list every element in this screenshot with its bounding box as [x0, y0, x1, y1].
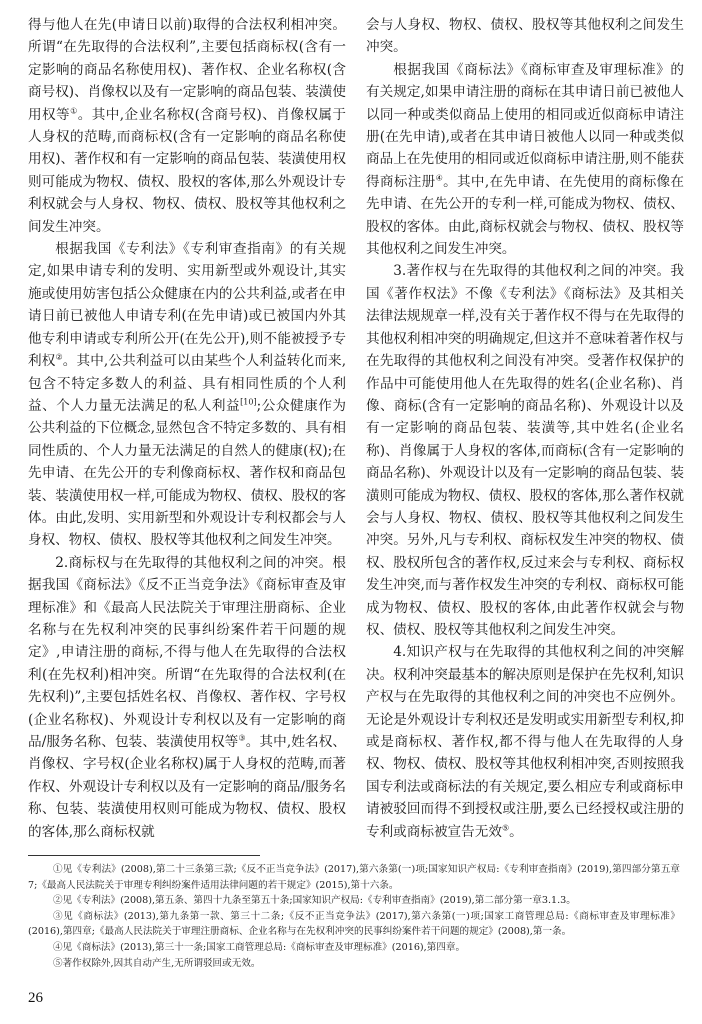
footnote-divider	[28, 855, 260, 856]
paragraph: 得与他人在先(申请日以前)取得的合法权利相冲突。所谓“在先取得的合法权利”,主要包括商标权(含有一定影响的商品名称使用权)、著作权、企业名称权(含商号权)、肖像权以及有一定影响的商品包装、装潢使用权等①。其中,企业名称权(含商号权)、肖像权属于人身权的范畴,而商标权(含有一定影响的商品名称使用权)、著作权和有一定影响的商品包装、装潢使用权则可能成为物权、债权、股权的客体,那么外观设计专利权就会与人身权、物权、债权、股权等其他权利之间发生冲突。	[28, 17, 347, 235]
footnote-ref[interactable]: ②	[55, 352, 63, 362]
paragraph: 2.商标权与在先取得的其他权利之间的冲突。根据我国《商标法》《反不正当竞争法》《商标审查及审理标准》和《最高人民法院关于审理注册商标、企业名称与在先权利冲突的民事纠纷案件若干问题的规定》,申请注册的商标,不得与他人在先取得的合法权利(在先权利)相冲突。所谓“在先取得的合法权利(在先权利)”,主要包括姓名权、肖像权、著作权、字号权(企业名称权)、外观设计专利权以及有一定影响的商品/服务名称、包装、装潢使用权等③。其中,姓名权、肖像权、字号权(企业名称权)属于人身权的范畴,而著作权、外观设计专利权以及有一定影响的商品/服务名称、包装、装潢使用权则可能成为物权、债权、股权的客体,那么商标权就	[28, 554, 346, 840]
footnote: ①见《专利法》(2008),第二十三条第三款;《反不正当竞争法》(2017),第六条第(一)项;国家知识产权局:《专利审查指南》(2019),第四部分第五章7;《最高人民法院关于审理专利纠纷案件适用法律问题的若干规定》(2015),第十六条。	[28, 864, 680, 891]
right-column	[366, 14, 684, 843]
footnotes	[28, 862, 680, 971]
citation-ref[interactable]: [10]	[240, 397, 257, 407]
paragraph: 根据我国《商标法》《商标审查及审理标准》的有关规定,如果申请注册的商标在其申请日前已被他人以同一种或类似商品上使用的相同或近似商标申请注册(在先申请),或者在其申请日被他人以同一种或类似商品上在先使用的相同或近似商标申请注册,则不能获得商标注册④。其中,在先申请、在先使用的商标像在先申请、在先公开的专利一样,可能成为物权、债权、股权的客体。由此,商标权就会与物权、债权、股权等其他权利之间发生冲突。	[366, 61, 685, 258]
page-number: 26	[28, 990, 43, 1006]
paragraph: 根据我国《专利法》《专利审查指南》的有关规定,如果申请专利的发明、实用新型或外观设计,其实施或使用妨害包括公众健康在内的公共利益,或者在申请日前已被他人申请专利(在先申请)或已被国内外其他专利申请或专利所公开(在先公开),则不能被授予专利权②。其中,公共利益可以由某些个人利益转化而来,包含不特定多数人的利益、具有相同性质的个人利益、个人力量无法满足的私人利益[10];公众健康作为公共利益的下位概念,显然包含不特定多数的、具有相同性质的、个人力量无法满足的自然人的健康(权);在先申请、在先公开的专利像商标权、著作权和商品包装、装潢使用权一样,可能成为物权、债权、股权的客体。由此,发明、实用新型和外观设计专利权都会与人身权、物权、债权、股权等其他权利之间发生冲突。	[28, 241, 347, 549]
footnote-ref[interactable]: ①	[70, 106, 78, 116]
footnote: ③见《商标法》(2013),第九条第一款、第三十二条;《反不正当竞争法》(2017),第六条第(一)项;国家工商管理总局:《商标审查及审理标准》(2016),第四章;《最高人民法院关于审理注册商标、企业名称与在先权利冲突的民事纠纷案件若干问题的规定》(2008),第一条。	[28, 910, 680, 938]
footnote: ②见《专利法》(2008),第五条、第四十九条至第五十条;国家知识产权局:《专利审查指南》(2019),第二部分第一章3.1.3。	[52, 895, 576, 907]
footnote-ref[interactable]: ③	[238, 733, 246, 743]
left-column	[28, 14, 346, 843]
paragraph: 3.著作权与在先取得的其他权利之间的冲突。我国《著作权法》不像《专利法》《商标法》及其相关法律法规规章一样,没有关于著作权不得与在先取得的其他权利相冲突的明确规定,但这并不意味着著作权与在先取得的其他权利之间没有冲突。受著作权保护的作品中可能使用他人在先取得的姓名(企业名称)、肖像、商标(含有一定影响的商品名称)、外观设计以及有一定影响的商品包装、装潢等,其中姓名(企业名称)、肖像属于人身权的客体,而商标(含有一定影响的商品名称)、外观设计以及有一定影响的商品包装、装潢则可能成为物权、债权、股权的客体,那么著作权就会与人身权、物权、债权、股权等其他权利之间发生冲突。另外,凡与专利权、商标权发生冲突的物权、债权、股权所包含的著作权,反过来会与专利权、商标权发生冲突,而与著作权发生冲突的专利权、商标权可能成为物权、债权、股权的客体,由此著作权就会与物权、债权、股权等其他权利之间发生冲突。	[366, 263, 684, 638]
footnote: ⑤著作权除外,因其自动产生,无所谓驳回或无效。	[52, 957, 261, 969]
paragraph: 会与人身权、物权、债权、股权等其他权利之间发生冲突。	[366, 17, 684, 56]
paragraph: 4.知识产权与在先取得的其他权利之间的冲突解决。权利冲突最基本的解决原则是保护在先权利,知识产权与在先取得的其他权利之间的冲突也不应例外。无论是外观设计专利权还是发明或实用新型专利权,抑或是商标权、著作权,都不得与他人在先取得的人身权、物权、债权、股权等其他权利相冲突,否则按照我国专利法或商标法的有关规定,要么相应专利或商标申请被驳回而得不到授权或注册,要么已经授权或注册的专利或商标被宣告无效⑤。	[366, 644, 684, 840]
footnote: ④见《商标法》(2013),第三十一条;国家工商管理总局:《商标审查及审理标准》(2016),第四章。	[52, 941, 466, 953]
footnote-ref[interactable]: ⑤	[501, 823, 510, 833]
footnote-ref[interactable]: ④	[435, 173, 444, 183]
